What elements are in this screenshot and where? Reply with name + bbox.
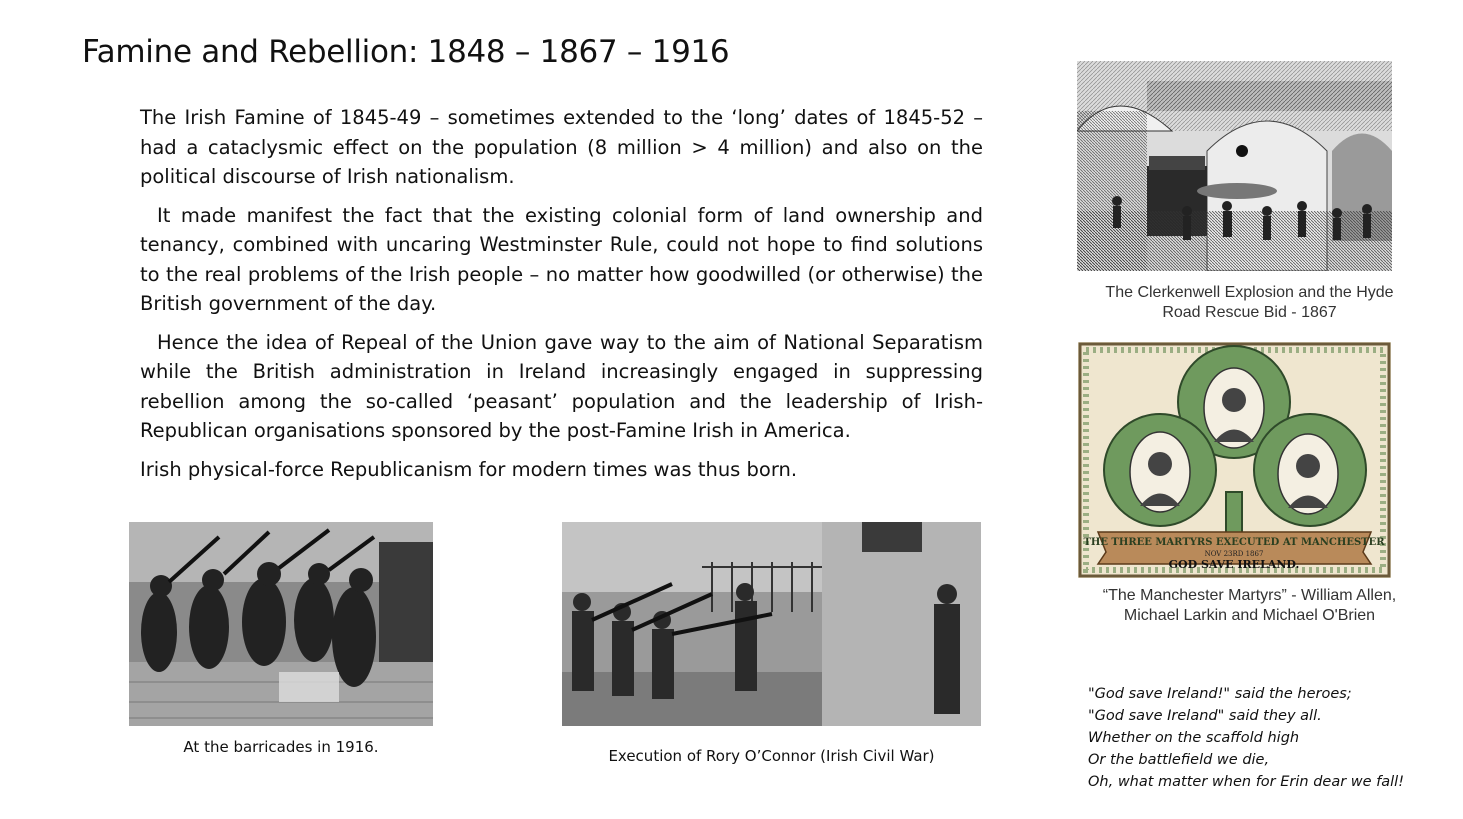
paragraph-separatism: Hence the idea of Repeal of the Union gave way to the aim of National Separatism while the British administration in Ireland increasingly engaged in suppressing rebellion among the so-called ‘peasant’ population and the leadership of Irish-Republican organisations sponsored by the post-Famine Irish in America. bbox=[140, 330, 983, 442]
execution-caption: Execution of Rory O’Connor (Irish Civil War) bbox=[608, 747, 935, 765]
barricades-1916-photo bbox=[129, 522, 433, 726]
manchester-martyrs-poster-image bbox=[1078, 342, 1391, 578]
verse-line: Oh, what matter when for Erin dear we fall! bbox=[1088, 774, 1405, 790]
manchester-caption-line2: Michael Larkin and Michael O'Brien bbox=[1123, 607, 1376, 624]
verse-line: "God save Ireland!" said the heroes; bbox=[1088, 686, 1352, 702]
poster-motto-text: GOD SAVE IRELAND. bbox=[1168, 558, 1300, 571]
manchester-caption-line1: “The Manchester Martyrs” - William Allen, bbox=[1102, 587, 1397, 604]
clerkenwell-caption-line2: Road Rescue Bid - 1867 bbox=[1162, 304, 1337, 321]
poster-date-text: NOV 23RD 1867 bbox=[1204, 550, 1264, 558]
clerkenwell-engraving-image bbox=[1077, 61, 1392, 271]
verse-line: Whether on the scaffold high bbox=[1088, 730, 1300, 746]
paragraph-famine: The Irish Famine of 1845-49 – sometimes extended to the ‘long’ dates of 1845-52 – had a cataclysmic effect on the population (8 million > 4 million) and also on the political discourse of Irish nationalism. bbox=[140, 106, 983, 188]
verse-line: "God save Ireland" said they all. bbox=[1088, 708, 1322, 724]
paragraph-conclusion: Irish physical-force Republicanism for modern times was thus born. bbox=[140, 457, 798, 481]
clerkenwell-caption-line1: The Clerkenwell Explosion and the Hyde bbox=[1105, 284, 1394, 301]
execution-photo bbox=[562, 522, 981, 726]
poster-banner-text: THE THREE MARTYRS EXECUTED AT MANCHESTER bbox=[1083, 537, 1385, 548]
slide-title: Famine and Rebellion: 1848 – 1867 – 1916 bbox=[82, 34, 730, 70]
god-save-ireland-verse bbox=[1088, 683, 1448, 793]
paragraph-colonial: It made manifest the fact that the existing colonial form of land ownership and tenancy, combined with uncaring Westminster Rule, could not hope to find solutions to the real problems of the Irish people – no matter how goodwilled (or otherwise) the British government of the day. bbox=[140, 203, 983, 315]
manchester-caption bbox=[1077, 586, 1422, 626]
clerkenwell-caption bbox=[1077, 283, 1422, 323]
verse-line: Or the battlefield we die, bbox=[1088, 752, 1270, 768]
barricades-caption: At the barricades in 1916. bbox=[183, 738, 379, 756]
body-text bbox=[140, 103, 983, 493]
